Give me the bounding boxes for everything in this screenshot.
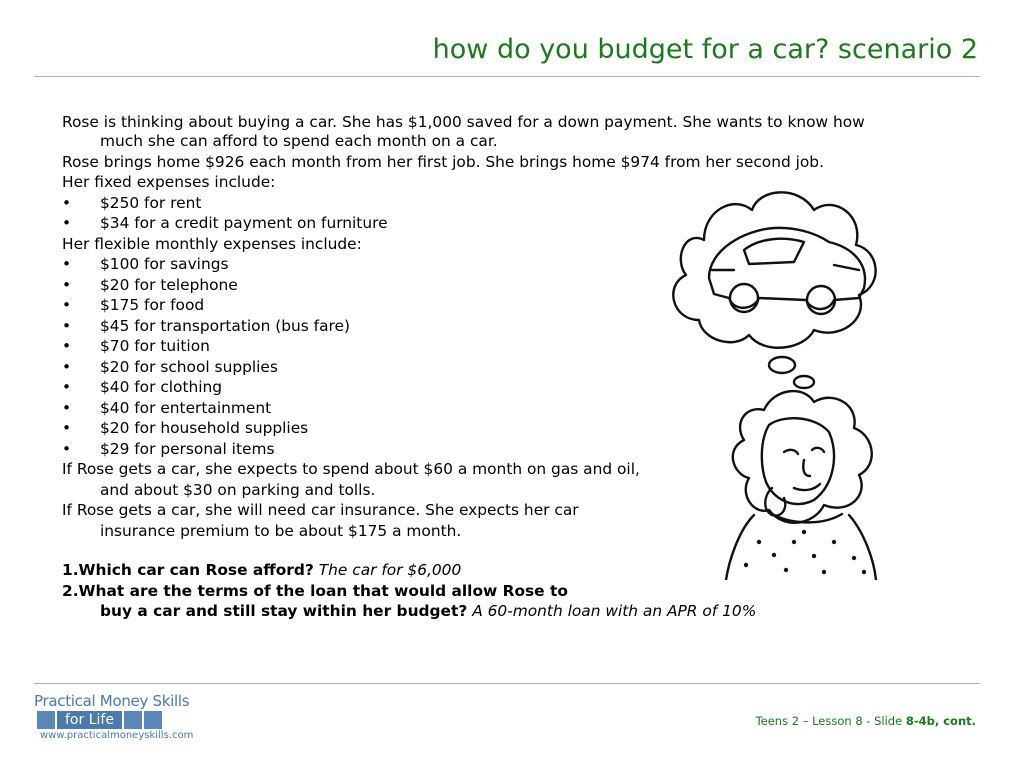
flexible-expenses-heading: Her flexible monthly expenses include: <box>62 234 362 253</box>
footer-slide-number: 8-4b, cont. <box>905 714 976 728</box>
bullet-icon: • <box>62 337 72 355</box>
insurance-line-1: If Rose gets a car, she will need car insurance. She expects her car <box>62 501 579 519</box>
bullet-icon: • <box>62 378 72 396</box>
gas-line-1: If Rose gets a car, she expects to spend about $60 a month on gas and oil, <box>62 460 640 478</box>
thought-bubble-icon <box>794 376 814 388</box>
list-item: • $20 for household supplies <box>62 419 309 437</box>
question-1-label: 1.Which car can Rose afford? <box>62 561 314 579</box>
footer-prefix: Teens 2 – Lesson 8 - Slide <box>755 714 906 728</box>
top-divider <box>34 76 980 77</box>
thought-bubble-icon <box>769 357 795 373</box>
insurance-line-2: insurance premium to be about $175 a month. <box>100 521 462 540</box>
logo-bar <box>37 711 164 729</box>
hand-icon <box>765 488 785 516</box>
list-item: • $20 for school supplies <box>62 357 278 376</box>
list-item: • $29 for personal items <box>62 439 275 458</box>
fixed-expenses-heading: Her fixed expenses include: <box>62 173 276 191</box>
question-2-answer: A 60-month loan with an APR of 10% <box>472 602 757 620</box>
question-1-answer: The car for $6,000 <box>318 561 462 579</box>
list-item: • $45 for transportation (bus fare) <box>62 316 350 335</box>
slide-title: how do you budget for a car? scenario 2 <box>432 34 978 65</box>
face-icon <box>762 418 834 504</box>
slide-footer <box>756 714 976 728</box>
bullet-icon: • <box>62 296 72 314</box>
bullet-icon: • <box>62 255 72 273</box>
logo-title: Practical Money Skills <box>34 692 190 710</box>
list-item: • $175 for food <box>62 296 205 314</box>
intro-paragraph-2: Rose brings home $926 each month from her first job. She brings home $974 from her second job. <box>62 152 824 171</box>
sweater-icon <box>726 514 876 580</box>
question-2-label-line-2: buy a car and still stay within her budget? <box>100 602 468 620</box>
bullet-icon: • <box>62 439 72 458</box>
bullet-icon: • <box>62 193 72 212</box>
intro-paragraph-1: Rose is thinking about buying a car. She has $1,000 saved for a down payment. She wants to know how much she can afford to spend each month on a car. <box>62 113 865 150</box>
list-item: • $34 for a credit payment on furniture <box>62 214 388 232</box>
list-item: • $100 for savings <box>62 255 229 273</box>
practical-money-skills-logo <box>34 692 224 744</box>
bullet-icon: • <box>62 357 72 376</box>
girl-thinking-about-car-illustration <box>664 170 904 580</box>
gas-line-2: and about $30 on parking and tolls. <box>100 480 376 499</box>
bullet-icon: • <box>62 398 72 417</box>
bullet-icon: • <box>62 275 72 294</box>
logo-subtitle: for Life <box>57 711 122 729</box>
question-2-continued <box>62 602 892 621</box>
bullet-icon: • <box>62 419 72 437</box>
list-item: • $70 for tuition <box>62 337 210 355</box>
bullet-icon: • <box>62 214 72 232</box>
list-item: • $40 for entertainment <box>62 398 272 417</box>
list-item: • $250 for rent <box>62 193 202 212</box>
list-item: • $40 for clothing <box>62 378 223 396</box>
list-item: • $20 for telephone <box>62 275 238 294</box>
question-2-label-line-1: 2.What are the terms of the loan that would allow Rose to <box>62 581 568 600</box>
bottom-divider <box>34 683 980 684</box>
logo-block-icon <box>124 711 142 729</box>
thought-cloud-icon <box>673 192 875 347</box>
question-2 <box>62 582 892 601</box>
logo-block-icon <box>37 711 55 729</box>
logo-block-icon <box>144 711 162 729</box>
bullet-icon: • <box>62 316 72 335</box>
logo-url: www.practicalmoneyskills.com <box>40 730 194 741</box>
